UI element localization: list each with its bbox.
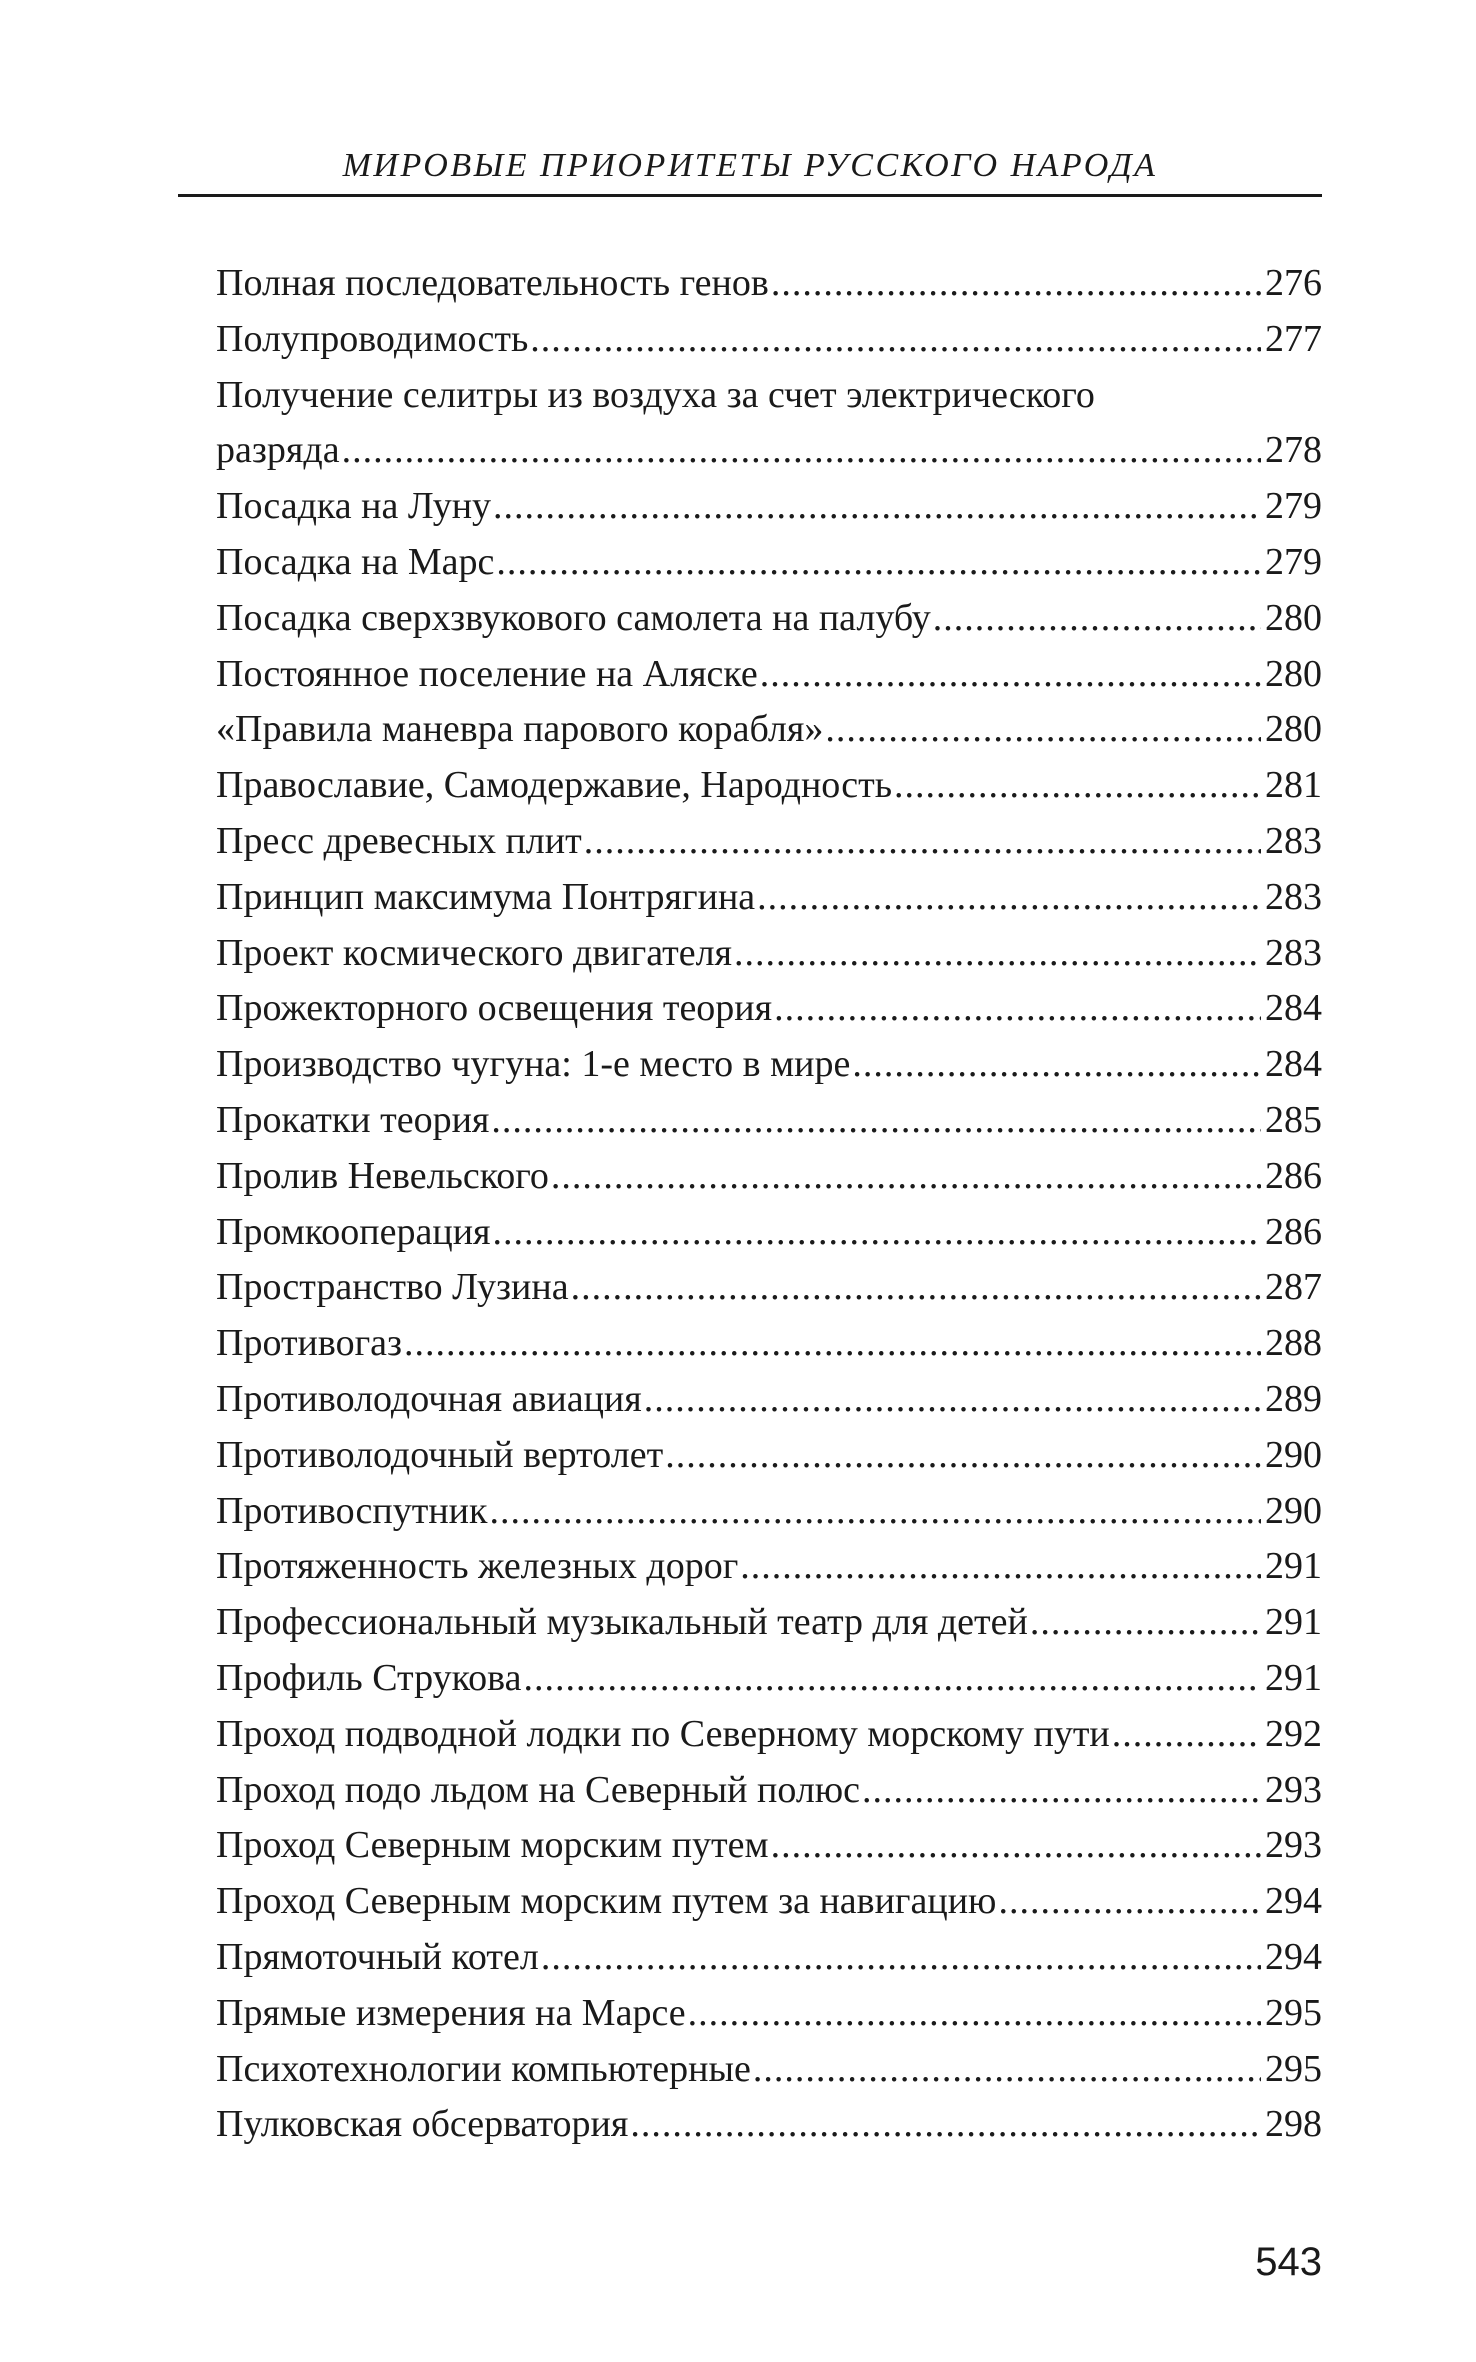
toc-entry-line [216, 1986, 1322, 2042]
dot-leader [998, 1874, 1261, 1930]
dot-leader [688, 1986, 1261, 2042]
toc-entry-line [216, 870, 1322, 926]
toc-entry-line [216, 981, 1322, 1037]
toc-entry-page: 283 [1265, 931, 1322, 974]
toc-entry-line [216, 535, 1322, 591]
toc-entry-title: Протяженность железных дорог [216, 1545, 739, 1588]
toc-entry-line [216, 1595, 1322, 1651]
dot-leader [734, 926, 1261, 982]
toc-entry [216, 702, 1322, 758]
toc-entry-page: 292 [1265, 1712, 1322, 1755]
toc-entry [216, 479, 1322, 535]
toc-entry [216, 1539, 1322, 1595]
toc-entry-line [216, 1149, 1322, 1205]
toc-entry [216, 1372, 1322, 1428]
toc-entry-title: Полупроводимость [216, 317, 529, 360]
toc-entry-page: 286 [1265, 1154, 1322, 1197]
toc-entry [216, 591, 1322, 647]
toc-entry [216, 256, 1322, 312]
toc-entry-page: 277 [1265, 317, 1322, 360]
toc-entry-title: Посадка на Луну [216, 485, 492, 528]
dot-leader [523, 1651, 1261, 1707]
dot-leader [1112, 1707, 1261, 1763]
toc-entry-page: 289 [1265, 1377, 1322, 1420]
toc-entry [216, 1986, 1322, 2042]
dot-leader [740, 1539, 1261, 1595]
toc-entry-page: 286 [1265, 1210, 1322, 1253]
header-rule [178, 194, 1322, 197]
toc-entry-title: Прожекторного освещения теория [216, 987, 773, 1030]
dot-leader [774, 981, 1261, 1037]
toc-entry [216, 1428, 1322, 1484]
toc-entry-line [216, 2097, 1322, 2153]
toc-entry-title: Психотехнологии компьютерные [216, 2047, 751, 2090]
toc-entry-line [216, 1260, 1322, 1316]
toc-entry-line [216, 1930, 1322, 1986]
toc-entry [216, 1763, 1322, 1819]
toc-entry-page: 276 [1265, 262, 1322, 304]
toc-entry-line [216, 423, 1322, 479]
toc-entry-page: 280 [1265, 596, 1322, 639]
dot-leader [894, 758, 1261, 814]
toc-entry-line [216, 1539, 1322, 1595]
toc-entry-title: Проход подо льдом на Северный полюс [216, 1768, 861, 1811]
dot-leader [852, 1037, 1261, 1093]
dot-leader [489, 1484, 1261, 1540]
toc-entry-title: Полная последовательность генов [216, 262, 769, 304]
toc-entry [216, 1874, 1322, 1930]
dot-leader [496, 535, 1261, 591]
dot-leader [491, 1093, 1261, 1149]
toc-entry-line [216, 647, 1322, 703]
dot-leader [825, 702, 1261, 758]
toc-entry-title: Прямоточный котел [216, 1935, 539, 1978]
toc-entry-title: Проход Северным морским путем за навигацию [216, 1880, 997, 1923]
toc-entry [216, 2042, 1322, 2098]
toc-entry-title: Профиль Струкова [216, 1656, 522, 1699]
dot-leader [862, 1763, 1261, 1819]
toc-entry-title: Производство чугуна: 1-е место в мире [216, 1043, 851, 1086]
toc-entry [216, 981, 1322, 1037]
toc-entry-page: 294 [1265, 1935, 1322, 1978]
dot-leader [530, 312, 1261, 368]
toc-entry-page: 281 [1265, 764, 1322, 807]
toc-entry [216, 1149, 1322, 1205]
toc-entry-line [216, 1428, 1322, 1484]
toc-entry-page: 291 [1265, 1601, 1322, 1644]
toc-entry-line [216, 312, 1322, 368]
dot-leader [404, 1316, 1261, 1372]
toc-entry-page: 291 [1265, 1545, 1322, 1588]
toc-entry [216, 1037, 1322, 1093]
toc-entry-line [216, 1484, 1322, 1540]
toc-entry-line [216, 1874, 1322, 1930]
toc-entry-title: Прямые измерения на Марсе [216, 1991, 686, 2034]
dot-leader [1030, 1595, 1261, 1651]
toc-entry-title: Проект космического двигателя [216, 931, 733, 974]
toc-entry-page: 290 [1265, 1433, 1322, 1476]
running-head: МИРОВЫЕ ПРИОРИТЕТЫ РУССКОГО НАРОДА [342, 147, 1158, 184]
toc-entry-line [216, 1093, 1322, 1149]
toc-entry-title: Противолодочная авиация [216, 1377, 642, 1420]
dot-leader [757, 870, 1261, 926]
dot-leader [753, 2042, 1261, 2098]
dot-leader [760, 647, 1261, 703]
dot-leader [644, 1372, 1261, 1428]
toc-entry-title: Посадка на Марс [216, 540, 495, 583]
toc-entry [216, 647, 1322, 703]
toc-entry-title: разряда [216, 429, 340, 472]
toc-entry [216, 1930, 1322, 1986]
toc-entry [216, 1484, 1322, 1540]
dot-leader [630, 2097, 1261, 2153]
toc-entry-title: «Правила маневра парового корабля» [216, 708, 824, 751]
toc-entry-page: 279 [1265, 540, 1322, 583]
toc-entry [216, 535, 1322, 591]
toc-entry-page: 295 [1265, 1991, 1322, 2034]
toc-entry-page: 295 [1265, 2047, 1322, 2090]
toc-entry [216, 1707, 1322, 1763]
toc-entry-line [216, 256, 1322, 312]
table-of-contents [216, 256, 1322, 2153]
toc-entry-title: Профессиональный музыкальный театр для детей [216, 1601, 1028, 1644]
dot-leader [584, 814, 1261, 870]
toc-entry-line [216, 1205, 1322, 1261]
toc-entry [216, 814, 1322, 870]
toc-entry [216, 1651, 1322, 1707]
toc-entry-page: 283 [1265, 875, 1322, 918]
toc-entry-page: 280 [1265, 652, 1322, 695]
toc-entry-title: Противогаз [216, 1322, 403, 1365]
toc-entry-page: 294 [1265, 1880, 1322, 1923]
toc-entry-page: 293 [1265, 1824, 1322, 1867]
toc-entry-line [216, 758, 1322, 814]
toc-entry-line [216, 1316, 1322, 1372]
toc-entry-page: 280 [1265, 708, 1322, 751]
dot-leader [771, 1818, 1261, 1874]
toc-entry-page: 279 [1265, 485, 1322, 528]
toc-entry-line [216, 1651, 1322, 1707]
toc-entry-title: Пространство Лузина [216, 1266, 569, 1309]
toc-entry [216, 1260, 1322, 1316]
toc-entry-title: Пресс древесных плит [216, 819, 582, 862]
toc-entry-page: 283 [1265, 819, 1322, 862]
toc-entry-page: 287 [1265, 1266, 1322, 1309]
toc-entry [216, 1595, 1322, 1651]
toc-entry [216, 1316, 1322, 1372]
page-number: 543 [1255, 2240, 1322, 2284]
toc-entry-title: Пролив Невельского [216, 1154, 549, 1197]
toc-entry [216, 312, 1322, 368]
toc-entry-title: Посадка сверхзвукового самолета на палубу [216, 596, 931, 639]
toc-entry-page: 285 [1265, 1098, 1322, 1141]
toc-entry-title: Противолодочный вертолет [216, 1433, 664, 1476]
toc-entry-page: 284 [1265, 1043, 1322, 1086]
dot-leader [493, 1205, 1261, 1261]
toc-entry-page: 284 [1265, 987, 1322, 1030]
toc-entry-page: 288 [1265, 1322, 1322, 1365]
dot-leader [342, 423, 1261, 479]
dot-leader [541, 1930, 1261, 1986]
toc-entry-title: Промкооперация [216, 1210, 491, 1253]
toc-entry-line [216, 702, 1322, 758]
dot-leader [933, 591, 1261, 647]
toc-entry-line [216, 926, 1322, 982]
toc-entry-line [216, 814, 1322, 870]
toc-entry-line [216, 479, 1322, 535]
toc-entry [216, 368, 1322, 480]
toc-entry [216, 870, 1322, 926]
toc-entry-line [216, 1763, 1322, 1819]
toc-entry-page: 293 [1265, 1768, 1322, 1811]
toc-entry-page: 278 [1265, 429, 1322, 472]
toc-entry [216, 758, 1322, 814]
toc-entry-title: Проход Северным морским путем [216, 1824, 769, 1867]
toc-entry-title: Пулковская обсерватория [216, 2103, 629, 2146]
toc-entry-title: Противоспутник [216, 1489, 488, 1532]
toc-entry-page: 291 [1265, 1656, 1322, 1699]
dot-leader [771, 256, 1261, 312]
toc-entry-page: 298 [1265, 2103, 1322, 2146]
toc-entry-title: Прокатки теория [216, 1098, 490, 1141]
toc-entry-page: 290 [1265, 1489, 1322, 1532]
toc-entry-title: Постоянное поселение на Аляске [216, 652, 758, 695]
dot-leader [665, 1428, 1261, 1484]
dot-leader [571, 1260, 1261, 1316]
dot-leader [551, 1149, 1261, 1205]
toc-entry [216, 1093, 1322, 1149]
toc-entry-line [216, 1707, 1322, 1763]
toc-entry-title: Принцип максимума Понтрягина [216, 875, 756, 918]
toc-entry [216, 1818, 1322, 1874]
toc-entry-line [216, 2042, 1322, 2098]
toc-entry-line [216, 591, 1322, 647]
toc-entry-title-line: Получение селитры из воздуха за счет электрического [216, 373, 1095, 416]
toc-entry [216, 926, 1322, 982]
toc-entry-line [216, 1818, 1322, 1874]
dot-leader [493, 479, 1261, 535]
toc-entry [216, 1205, 1322, 1261]
toc-entry-line [216, 1037, 1322, 1093]
toc-entry-title: Проход подводной лодки по Северному морскому пути [216, 1712, 1110, 1755]
toc-entry-title: Православие, Самодержавие, Народность [216, 764, 893, 807]
toc-entry-line [216, 1372, 1322, 1428]
toc-entry [216, 2097, 1322, 2153]
